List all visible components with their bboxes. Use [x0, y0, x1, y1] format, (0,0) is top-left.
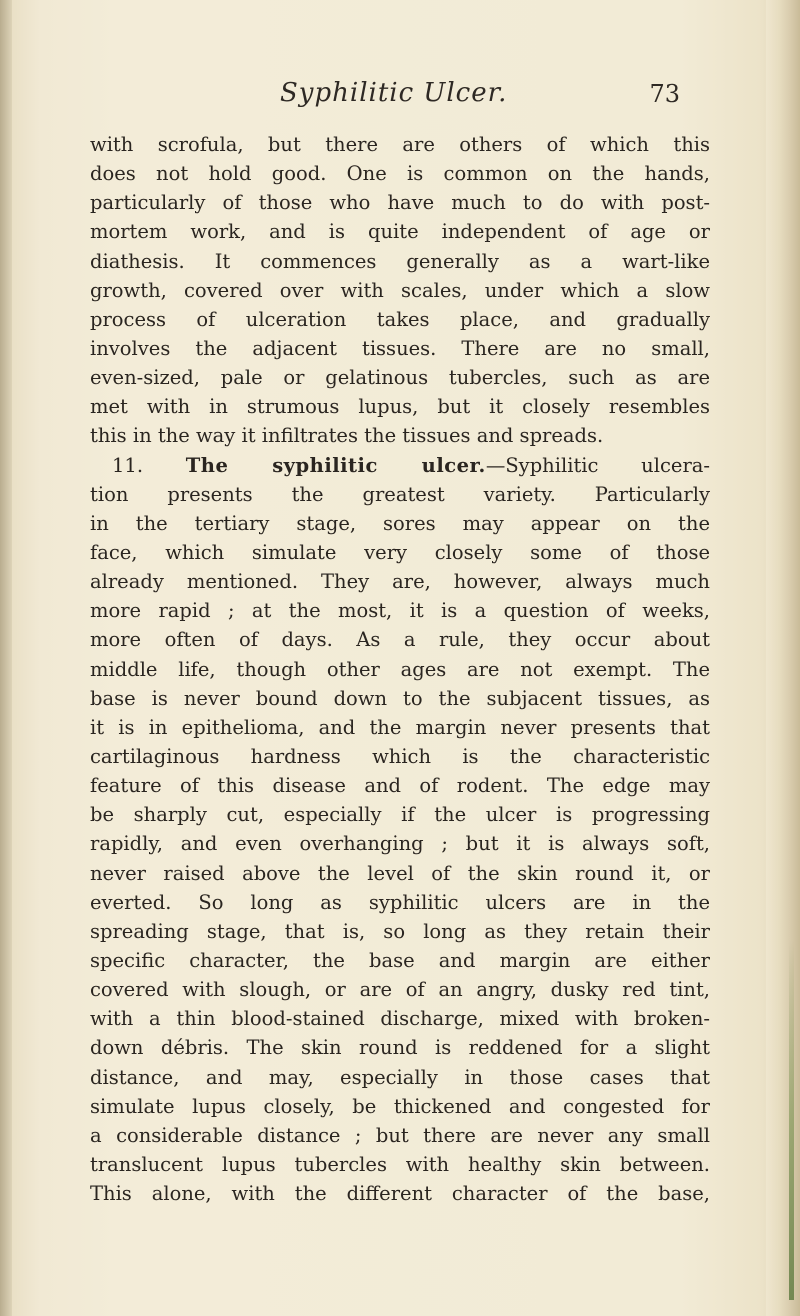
- text-line: diathesis. It commences generally as a wart-like: [90, 249, 710, 273]
- text-line: this in the way it infiltrates the tissues and spreads.: [90, 424, 604, 448]
- text-line: translucent lupus tubercles with healthy skin between.: [90, 1152, 710, 1176]
- running-title: Syphilitic Ulcer.: [280, 78, 508, 108]
- text-line: cartilaginous hardness which is the characteristic: [90, 744, 710, 768]
- text-line: covered with slough, or are of an angry, dusky red tint,: [90, 978, 710, 1002]
- text-line: particularly of those who have much to do with post-: [90, 191, 710, 215]
- body-text: [90, 130, 710, 1208]
- section-first-line: [90, 451, 710, 480]
- text-line: involves the adjacent tissues. There are no small,: [90, 336, 710, 360]
- text-line: already mentioned. They are, however, always much: [90, 570, 710, 594]
- text-line: more often of days. As a rule, they occur about: [90, 628, 710, 652]
- text-line: growth, covered over with scales, under which a slow: [90, 278, 710, 302]
- text-line: distance, and may, especially in those cases that: [90, 1065, 710, 1089]
- text-line: in the tertiary stage, sores may appear on the: [90, 511, 710, 535]
- text-line: a considerable distance ; but there are never any small: [90, 1123, 710, 1147]
- page-edge: [766, 0, 800, 1316]
- text-line: with scrofula, but there are others of which this: [90, 133, 710, 156]
- text-line: specific character, the base and margin are either: [90, 948, 710, 972]
- text-line: face, which simulate very closely some of those: [90, 540, 710, 564]
- text-line: feature of this disease and of rodent. The edge may: [90, 774, 710, 798]
- text-line: base is never bound down to the subjacent tissues, as: [90, 686, 710, 710]
- text-line: simulate lupus closely, be thickened and congested for: [90, 1094, 710, 1118]
- text-line: everted. So long as syphilitic ulcers are in the: [90, 890, 710, 914]
- text-line: met with in strumous lupus, but it closely resembles: [90, 395, 710, 419]
- text-line: be sharply cut, especially if the ulcer is progressing: [90, 803, 710, 827]
- text-line: This alone, with the different character of the base,: [90, 1182, 710, 1206]
- section-heading: The syphilitic ulcer.: [185, 453, 486, 477]
- text-line: middle life, though other ages are not exempt. The: [90, 657, 710, 681]
- text-line: it is in epithelioma, and the margin never presents that: [90, 715, 710, 739]
- text-line: even-sized, pale or gelatinous tubercles, such as are: [90, 366, 710, 390]
- text-line: tion presents the greatest variety. Particularly: [90, 482, 710, 506]
- text-line: rapidly, and even overhanging ; but it is always soft,: [90, 832, 710, 856]
- text-line: process of ulceration takes place, and gradually: [90, 307, 710, 331]
- text-line: mortem work, and is quite independent of age or: [90, 220, 710, 244]
- text-line: does not hold good. One is common on the hands,: [90, 162, 710, 186]
- section-number: 11.: [112, 453, 144, 477]
- text-line: down débris. The skin round is reddened for a slight: [90, 1036, 710, 1060]
- running-head: [120, 78, 680, 118]
- text-line: never raised above the level of the skin round it, or: [90, 861, 710, 885]
- section-first-line-rest: —Syphilitic ulcera-: [485, 453, 710, 477]
- page-gutter: [0, 0, 12, 1316]
- text-line: with a thin blood-stained discharge, mixed with broken-: [90, 1007, 710, 1031]
- page-number: 73: [649, 80, 680, 108]
- text-line: more rapid ; at the most, it is a question of weeks,: [90, 599, 710, 623]
- text-line: spreading stage, that is, so long as they retain their: [90, 919, 710, 943]
